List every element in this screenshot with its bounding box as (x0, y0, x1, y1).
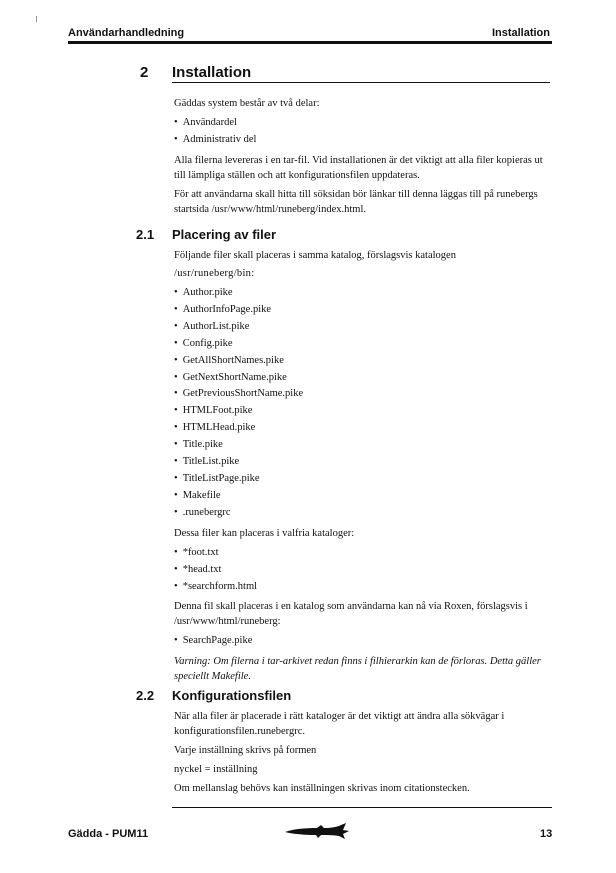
chapter-rule (172, 82, 550, 83)
section-paragraph: Denna fil skall placeras i en katalog som användarna kan nå via Roxen, förslagsvis i /usr/www/html/runeberg: (174, 601, 528, 628)
list-item: • GetAllShortNames.pike (174, 353, 550, 370)
list-item: • Administrativ del (174, 132, 550, 149)
chapter-number: 2 (140, 64, 149, 81)
list-item: • GetNextShortName.pike (174, 370, 550, 387)
optional-file-list (174, 545, 550, 596)
list-item: • SearchPage.pike (174, 633, 550, 650)
section-paragraph: nyckel = inställning (174, 764, 258, 775)
section-title: Placering av filer (172, 227, 277, 242)
list-item: • Author.pike (174, 285, 550, 302)
search-file-list (174, 633, 550, 650)
section-number: 2.1 (136, 227, 155, 242)
running-header (68, 27, 550, 41)
intro-paragraph: Alla filerna levereras i en tar-fil. Vid installationen är det viktigt att alla filer kopieras ut till lämpliga ställen och att konfigurationsfilen uppdateras. (174, 154, 543, 181)
list-item: • HTMLFoot.pike (174, 403, 550, 420)
list-item: • Makefile (174, 488, 550, 505)
intro-paragraph: Gäddas system består av två delar: (174, 98, 320, 109)
list-item: • *searchform.html (174, 579, 550, 596)
section-paragraph: Följande filer skall placeras i samma katalog, förslagsvis katalogen (174, 250, 456, 261)
list-item: • AuthorInfoPage.pike (174, 302, 550, 319)
intro-paragraph: För att användarna skall hitta till söksidan bör länkar till denna läggas till på runebergs startsida /usr/www/html/runeberg/index.html. (174, 188, 538, 215)
header-left: Användarhandledning (68, 27, 185, 39)
section-paragraph: När alla filer är placerade i rätt kataloger är det viktigt att ändra alla sökvägar i konfigurationsfilen.runebergrc. (174, 711, 505, 737)
section-2-2-body (174, 709, 550, 800)
section-paragraph: Om mellanslag behövs kan inställningen skrivas inom citationstecken. (174, 783, 470, 794)
section-number: 2.2 (136, 688, 155, 703)
parts-list (174, 115, 550, 149)
list-item: • *head.txt (174, 562, 550, 579)
list-item: • Config.pike (174, 336, 550, 353)
list-item: • Title.pike (174, 437, 550, 454)
list-item: • GetPreviousShortName.pike (174, 386, 550, 403)
page-number: 13 (540, 828, 553, 840)
header-rule (68, 41, 552, 44)
section-title: Konfigurationsfilen (172, 688, 292, 703)
header-right: Installation (491, 27, 550, 39)
list-item: • *foot.txt (174, 545, 550, 562)
file-list (174, 285, 550, 522)
path-text: /usr/runeberg/bin: (174, 268, 255, 279)
intro-block (174, 96, 550, 221)
list-item: • TitleList.pike (174, 454, 550, 471)
list-item: • Användardel (174, 115, 550, 132)
pike-fish-icon (283, 822, 353, 840)
section-paragraph: Dessa filer kan placeras i valfria kataloger: (174, 527, 355, 539)
chapter-title: Installation (172, 64, 252, 81)
list-item: • .runebergrc (174, 505, 550, 522)
margin-mark (36, 16, 37, 22)
warning-text: Varning: Om filerna i tar-arkivet redan finns i filhierarkin kan de förloras. Detta gäller speciellt Makefile. (174, 656, 541, 683)
list-item: • AuthorList.pike (174, 319, 550, 336)
list-item: • TitleListPage.pike (174, 471, 550, 488)
footer-left: Gädda - PUM11 (68, 828, 149, 840)
section-2-1-body (174, 248, 550, 688)
list-item: • HTMLHead.pike (174, 420, 550, 437)
footer-rule (172, 807, 552, 808)
section-paragraph: Varje inställning skrivs på formen (174, 745, 317, 756)
